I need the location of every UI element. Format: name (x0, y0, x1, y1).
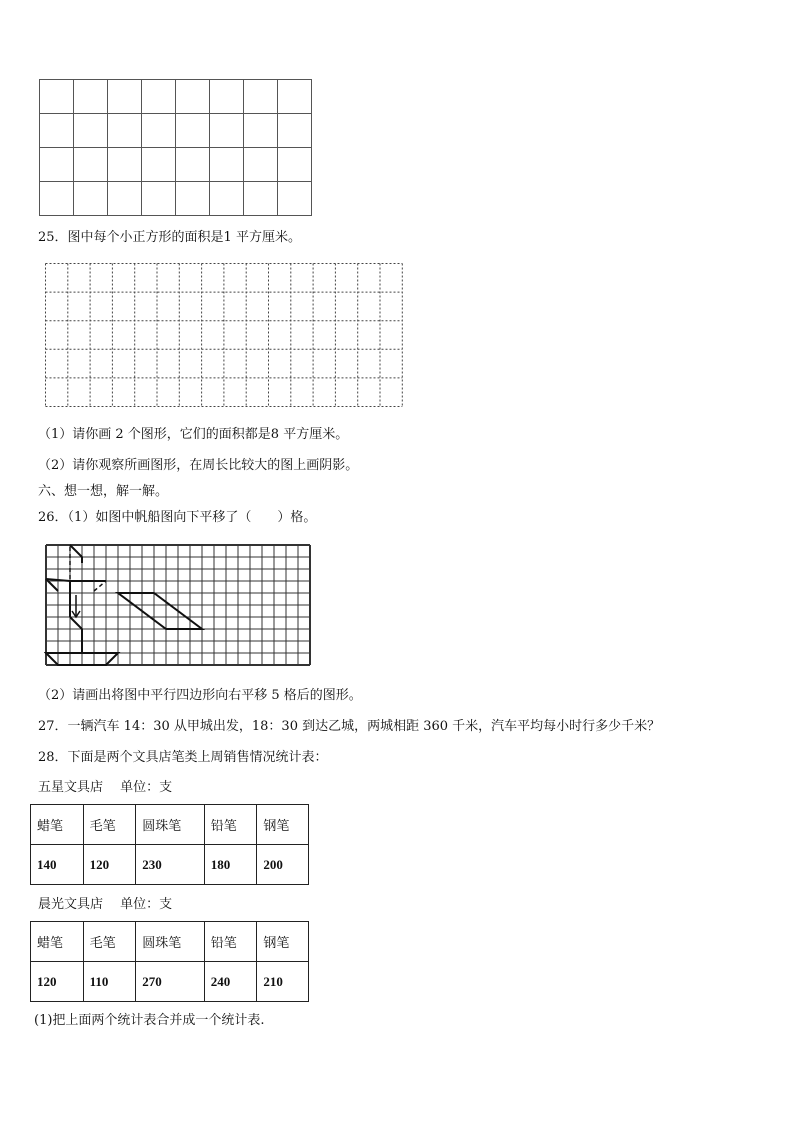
value-cell: 210 (257, 962, 309, 1002)
q25-title: 25．图中每个小正方形的面积是1 平方厘米。 (38, 230, 301, 245)
q26-part2: （2）请画出将图中平行四边形向右平移 5 格后的图形。 (38, 688, 362, 703)
value-cell: 240 (204, 962, 257, 1002)
stats-table-chenguang (30, 921, 309, 1002)
header-cell: 圆珠笔 (136, 805, 204, 845)
value-cell: 110 (83, 962, 136, 1002)
header-cell: 钢笔 (257, 922, 309, 962)
parallelogram (118, 593, 202, 629)
translation-arrow (72, 595, 80, 617)
value-cell: 200 (257, 845, 309, 885)
q28-task: (1)把上面两个统计表合并成一个统计表. (34, 1013, 265, 1028)
value-cell: 120 (31, 962, 84, 1002)
header-cell: 蜡笔 (31, 805, 84, 845)
value-cell: 140 (31, 845, 84, 885)
answer-grid-top (38, 78, 314, 218)
header-cell: 铅笔 (204, 922, 257, 962)
table2-caption: 晨光文具店 单位：支 (38, 897, 173, 912)
header-cell: 铅笔 (204, 805, 257, 845)
table-header-row (31, 805, 309, 845)
stats-table-wuxing (30, 804, 309, 885)
table-value-row (31, 962, 309, 1002)
value-cell: 230 (136, 845, 204, 885)
section6-title: 六、想一想，解一解。 (38, 484, 169, 499)
table1-caption: 五星文具店 单位：支 (38, 780, 173, 795)
q25-part1: （1）请你画 2 个图形，它们的面积都是8 平方厘米。 (38, 427, 349, 442)
header-cell: 毛笔 (83, 922, 136, 962)
value-cell: 180 (204, 845, 257, 885)
header-cell: 毛笔 (83, 805, 136, 845)
table-value-row (31, 845, 309, 885)
translation-grid-figure (44, 543, 316, 671)
value-cell: 120 (83, 845, 136, 885)
value-cell: 270 (136, 962, 204, 1002)
dotted-grid-q25 (44, 262, 404, 410)
q25-part2: （2）请你观察所画图形，在周长比较大的图上画阴影。 (38, 458, 359, 473)
q27-text: 27．一辆汽车 14：30 从甲城出发，18：30 到达乙城，两城相距 360 千米，汽车平均每小时行多少千米？ (38, 719, 661, 734)
header-cell: 圆珠笔 (136, 922, 204, 962)
q28-intro: 28．下面是两个文具店笔类上周销售情况统计表： (38, 750, 328, 765)
q26-part1: 26．（1）如图中帆船图向下平移了（ ）格。 (38, 510, 317, 525)
header-cell: 蜡笔 (31, 922, 84, 962)
table-header-row (31, 922, 309, 962)
header-cell: 钢笔 (257, 805, 309, 845)
